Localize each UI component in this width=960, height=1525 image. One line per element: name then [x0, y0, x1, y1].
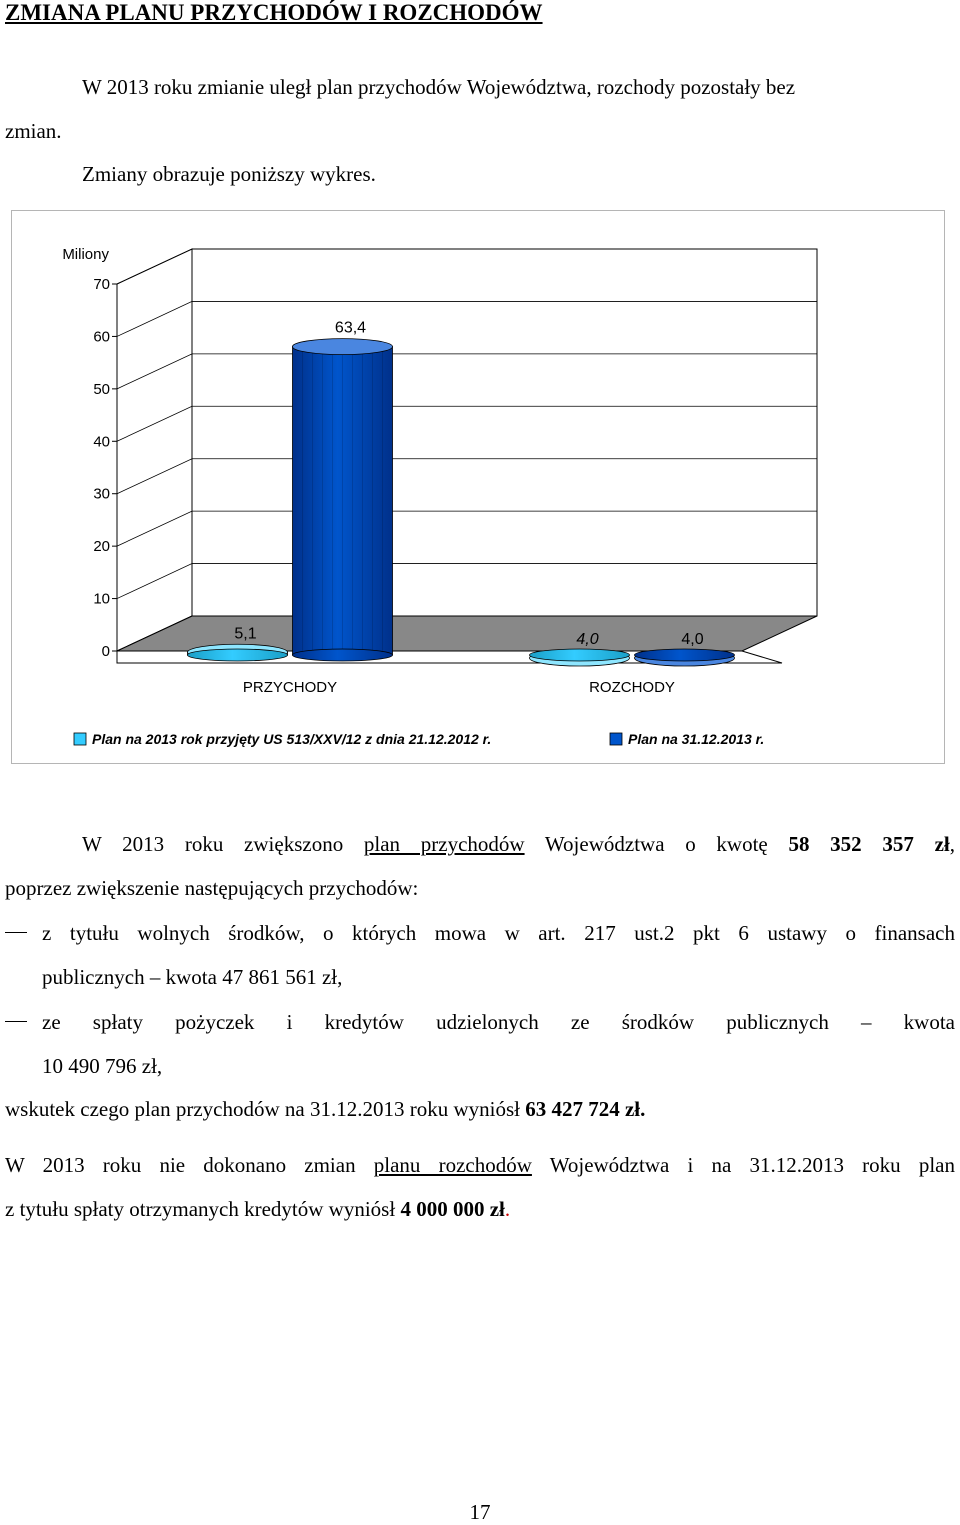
- y-tick-label: 40: [93, 433, 110, 451]
- y-tick-label: 10: [93, 590, 110, 608]
- intro-line-3: Zmiany obrazuje poniższy wykres.: [82, 162, 376, 186]
- list-item-1-line-1: z tytułu wolnych środków, o których mowa w art. 217 ust.2 pkt 6 ustawy o finansach: [42, 921, 955, 945]
- text: Województwa i na 31.12.2013 roku plan: [531, 1153, 955, 1177]
- y-tick-label: 70: [93, 276, 110, 293]
- bar-top: [293, 339, 393, 355]
- list-item-2: [42, 1000, 955, 1044]
- bar-base: [530, 649, 630, 661]
- y-tick-label: 30: [93, 485, 110, 503]
- intro-line-2: zmian.: [5, 119, 62, 143]
- paragraph-expenditure-line-1: [5, 1143, 955, 1187]
- text: W 2013 roku nie dokonano zmian: [5, 1153, 374, 1177]
- y-tick-label: 50: [93, 380, 110, 398]
- legend-swatch: [610, 733, 622, 745]
- result-amount: 63 427 724 zł.: [525, 1097, 646, 1121]
- paragraph-increase-line: [82, 822, 955, 866]
- text: Województwa o kwotę: [524, 832, 789, 856]
- text: z tytułu spłaty otrzymanych kredytów wyniósł: [5, 1197, 401, 1221]
- expenditure-amount: 4 000 000 zł: [400, 1197, 505, 1221]
- x-category-label: ROZCHODY: [589, 679, 675, 696]
- x-category-label: PRZYCHODY: [242, 679, 338, 696]
- chart-container: [11, 210, 945, 764]
- bar-chart: [12, 211, 944, 763]
- expenditure-plan-link: planu rozchodów: [373, 1153, 532, 1177]
- page-heading: ZMIANA PLANU PRZYCHODÓW I ROZCHODÓW: [5, 0, 543, 25]
- back-wall: [192, 249, 817, 616]
- bar-value-label: 4,0: [576, 631, 599, 649]
- text: .: [504, 1197, 511, 1221]
- bar-base: [293, 649, 393, 661]
- side-wall: [117, 249, 192, 651]
- list-dash: [5, 1021, 27, 1022]
- paragraph-expenditure: [5, 1143, 955, 1187]
- paragraph-increase: [82, 822, 955, 866]
- bar-value-label: 4,0: [681, 631, 704, 649]
- legend-label: Plan na 31.12.2013 r.: [628, 731, 765, 747]
- legend-swatch: [74, 733, 86, 745]
- bar-value-label: 63,4: [334, 319, 367, 337]
- y-tick-label: 20: [93, 538, 110, 556]
- list-dash: [5, 932, 27, 933]
- legend-label: Plan na 2013 rok przyjęty US 513/XXV/12 z dnia 21.12.2012 r.: [92, 731, 492, 747]
- paragraph-expenditure-line-2: [5, 1187, 510, 1231]
- page-number: 17: [469, 1500, 491, 1524]
- list-item-1: [42, 911, 955, 955]
- list-item-1-line-2: publicznych – kwota 47 861 561 zł,: [42, 965, 343, 989]
- bar-base: [188, 649, 288, 661]
- list-item-2-line-2: 10 490 796 zł,: [42, 1054, 163, 1078]
- increase-amount: 58 352 357 zł: [788, 832, 950, 856]
- bar-base: [635, 649, 735, 661]
- text: W 2013 roku zwiększono: [82, 832, 364, 856]
- revenue-plan-link: plan przychodów: [363, 832, 525, 856]
- y-axis-label: Miliony: [62, 246, 109, 263]
- bar-value-label: 5,1: [234, 625, 257, 643]
- text: ,: [949, 832, 955, 856]
- intro-line-1: W 2013 roku zmianie uległ plan przychodów Województwa, rozchody pozostały bez: [82, 75, 796, 99]
- bar-przychody-final: [293, 320, 393, 661]
- paragraph-result: [5, 1087, 645, 1131]
- list-item-2-line-1: ze spłaty pożyczek i kredytów udzielonych ze środków publicznych – kwota: [42, 1010, 955, 1034]
- text: wskutek czego plan przychodów na 31.12.2013 roku wyniósł: [5, 1097, 526, 1121]
- y-tick-label: 60: [93, 328, 110, 346]
- y-tick-label: 0: [101, 643, 110, 660]
- paragraph-increase-line-2: poprzez zwiększenie następujących przychodów:: [5, 876, 419, 900]
